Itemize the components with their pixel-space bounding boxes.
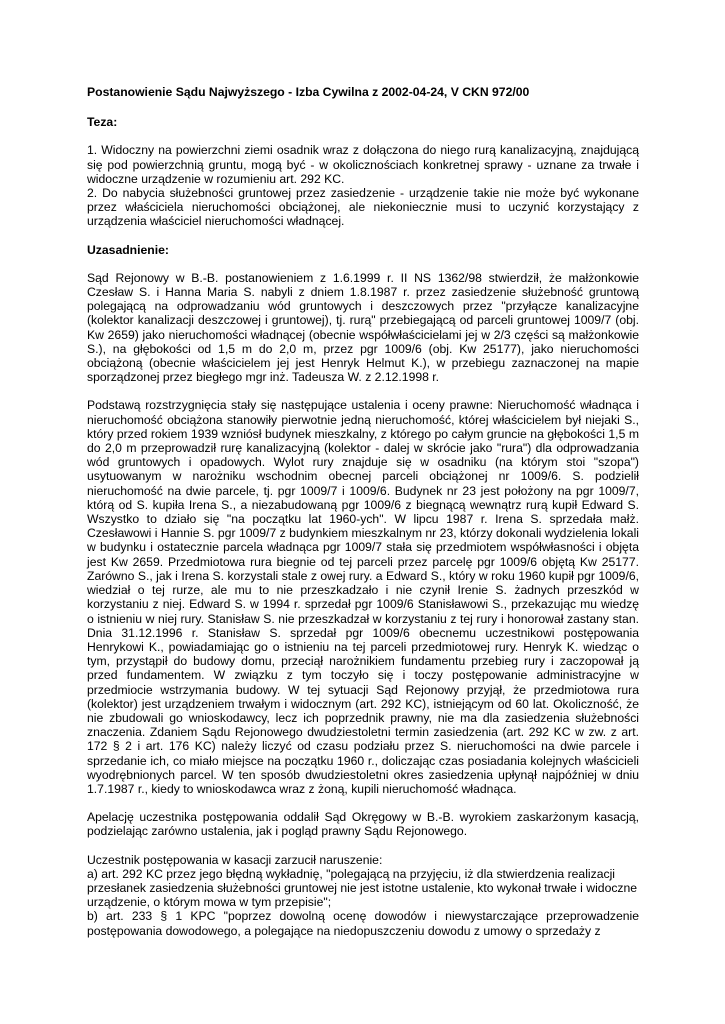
kasacja-a-line-1: a) art. 292 KC przez jego błędną wykładnię, "polegającą na przyjęciu, iż dla stwierdzenia realizacji bbox=[87, 866, 615, 881]
kasacja-b: b) art. 233 § 1 KPC "poprzez dowolną ocenę dowodów i niewystarczające przeprowadzenie postępowania dowodowego, a polegające na niedopuszczeniu dowodu z umowy o sprzedaży z bbox=[87, 909, 639, 938]
teza-block bbox=[87, 143, 639, 228]
uzasadnienie-heading: Uzasadnienie: bbox=[87, 242, 169, 257]
kasacja-intro: Uczestnik postępowania w kasacji zarzucił naruszenie: bbox=[87, 852, 383, 867]
paragraph-sad-rejonowy: Sąd Rejonowy w B.-B. postanowieniem z 1.6.1999 r. II NS 1362/98 stwierdził, że małżonkowie Czesław S. i Hanna Maria S. nabyli z dniem 1.8.1987 r. przez zasiedzenie służebność gruntową polegającą na odprowadzaniu wód gruntowych i deszczowych przez "przyłącze kanalizacyjne (kolektor kanalizacji deszczowej i gruntowej), tj. rurą" przebiegającą od parceli gruntowej 1009/7 (obj. Kw 2659) jako nieruchomości władnącej (obecnie współwłaścicielami jej w 2/3 części są małżonkowie S.), na głębokości od 1,5 m do 2,0 m, przez pgr 1009/6 (obj. Kw 25177), jako nieruchomości obciążoną (obecnie właścicielem jej jest Henryk Helmut K.), w przebiegu zaznaczonej na mapie sporządzonej przez biegłego mgr inż. Tadeusza W. z 2.12.1998 r. bbox=[87, 270, 639, 385]
teza-item-1: 1. Widoczny na powierzchni ziemi osadnik wraz z dołączona do niego rurą kanalizacyjną, znajdującą się pod powierzchnią gruntu, mogą być - w okolicznościach konkretnej sprawy - uznane za trwałe i widoczne urządzenie w rozumieniu art. 292 KC. bbox=[87, 143, 639, 186]
kasacja-a-line-3: urządzenie, o którym mowa w tym przepisie"; bbox=[87, 895, 332, 910]
document-title: Postanowienie Sądu Najwyższego - Izba Cywilna z 2002-04-24, V CKN 972/00 bbox=[87, 85, 530, 99]
teza-heading: Teza: bbox=[87, 115, 118, 130]
kasacja-block bbox=[87, 853, 639, 938]
paragraph-podstawa: Podstawą rozstrzygnięcia stały się następujące ustalenia i oceny prawne: Nieruchomość władnąca i nieruchomość obciążona stanowiły pierwotnie jedną nieruchomość, której właścicielem był niejaki S., który przed rokiem 1939 wzniósł budynek mieszkalny, z którego po całym gruncie na głębokości 1,5 m do 2,0 m przeprowadził rurę kanalizacyjną (kolektor - dalej w skrócie jako "rura") dla odprowadzania wód gruntowych i opadowych. Wylot rury znajduje się w osadniku (na którym stoi "szopa") usytuowanym w narożniku wschodnim obecnej parceli obciążonej nr 1009/6. S. podzielił nieruchomość na dwie parcele, tj. pgr 1009/7 i 1009/6. Budynek nr 23 jest położony na pgr 1009/7, którą od S. kupiła Irena S., a niezabudowaną pgr 1009/6 z biegnącą wewnątrz rurą kupił Edward S. Wszystko to działo się "na początku lat 1960-ych". W lipcu 1987 r. Irena S. sprzedała małż. Czesławowi i Hannie S. pgr 1009/7 z budynkiem mieszkalnym nr 23, którzy dokonali wydzielenia lokali w budynku i ostatecznie parcela władnąca pgr 1009/7 stała się przedmiotem współwłasności i objęta jest Kw 2659. Przedmiotowa rura biegnie od tej parceli przez parcelę pgr 1009/6 objętą Kw 25177. Zarówno S., jak i Irena S. korzystali stale z owej rury. a Edward S., który w roku 1960 kupił pgr 1009/6, wiedział o tej rurze, ale mu to nie przeszkadzało i nie czynił Irenie S. żadnych przeszkód w korzystaniu z niej. Edward S. w 1994 r. sprzedał pgr 1009/6 Stanisławowi S., przekazując mu wiedzę o istnieniu w niej rury. Stanisław S. nie przeszkadzał w korzystaniu z tej rury i honorował zastany stan. Dnia 31.12.1996 r. Stanisław S. sprzedał pgr 1009/6 obecnemu uczestnikowi postępowania Henrykowi K., powiadamiając go o istnieniu na tej parceli przedmiotowej rury. Henryk K. wiedząc o tym, przystąpił do budowy domu, przeciął narożnikiem fundamentu przebieg rury i zaczopował ją przed fundamentem. W związku z tym toczyło się i toczy postępowanie administracyjne w przedmiocie wstrzymania budowy. W tej sytuacji Sąd Rejonowy przyjął, że przedmiotowa rura (kolektor) jest urządzeniem trwałym i widocznym (art. 292 KC), istniejącym od 60 lat. Okoliczność, że nie zbudowali go wnioskodawcy, lecz ich poprzednik prawny, nie ma dla zasiedzenia służebności znaczenia. Zdaniem Sądu Rejonowego dwudziestoletni termin zasiedzenia (art. 292 KC w zw. z art. 172 § 2 i art. 176 KC) należy liczyć od czasu podziału przez S. nieruchomości na dwie parcele i sprzedanie ich, co miało miejsce na początku 1960 r., doliczając czas posiadania kolejnych właścicieli wyodrębnionych parcel. W ten sposób dwudziestoletni okres zasiedzenia upłynął najpóźniej w dniu 1.7.1987 r., kiedy to wnioskodawca wraz z żoną, kupili nieruchomość władnąca. bbox=[87, 398, 639, 796]
teza-item-2: 2. Do nabycia służebności gruntowej przez zasiedzenie - urządzenie takie nie może być wykonane przez właściciela nieruchomości obciążonej, ale niekoniecznie musi to uczynić korzystający z urządzenia właściciel nieruchomości władnącej. bbox=[87, 186, 639, 229]
kasacja-a-line-2: przesłanek zasiedzenia służebności gruntowej nie jest istotne ustalenie, kto wykonał trwałe i widoczne bbox=[87, 880, 638, 895]
paragraph-apelacja: Apelację uczestnika postępowania oddalił Sąd Okręgowy w B.-B. wyrokiem zaskarżonym kasacją, podzielając zarówno ustalenia, jak i pogląd prawny Sądu Rejonowego. bbox=[87, 810, 639, 839]
